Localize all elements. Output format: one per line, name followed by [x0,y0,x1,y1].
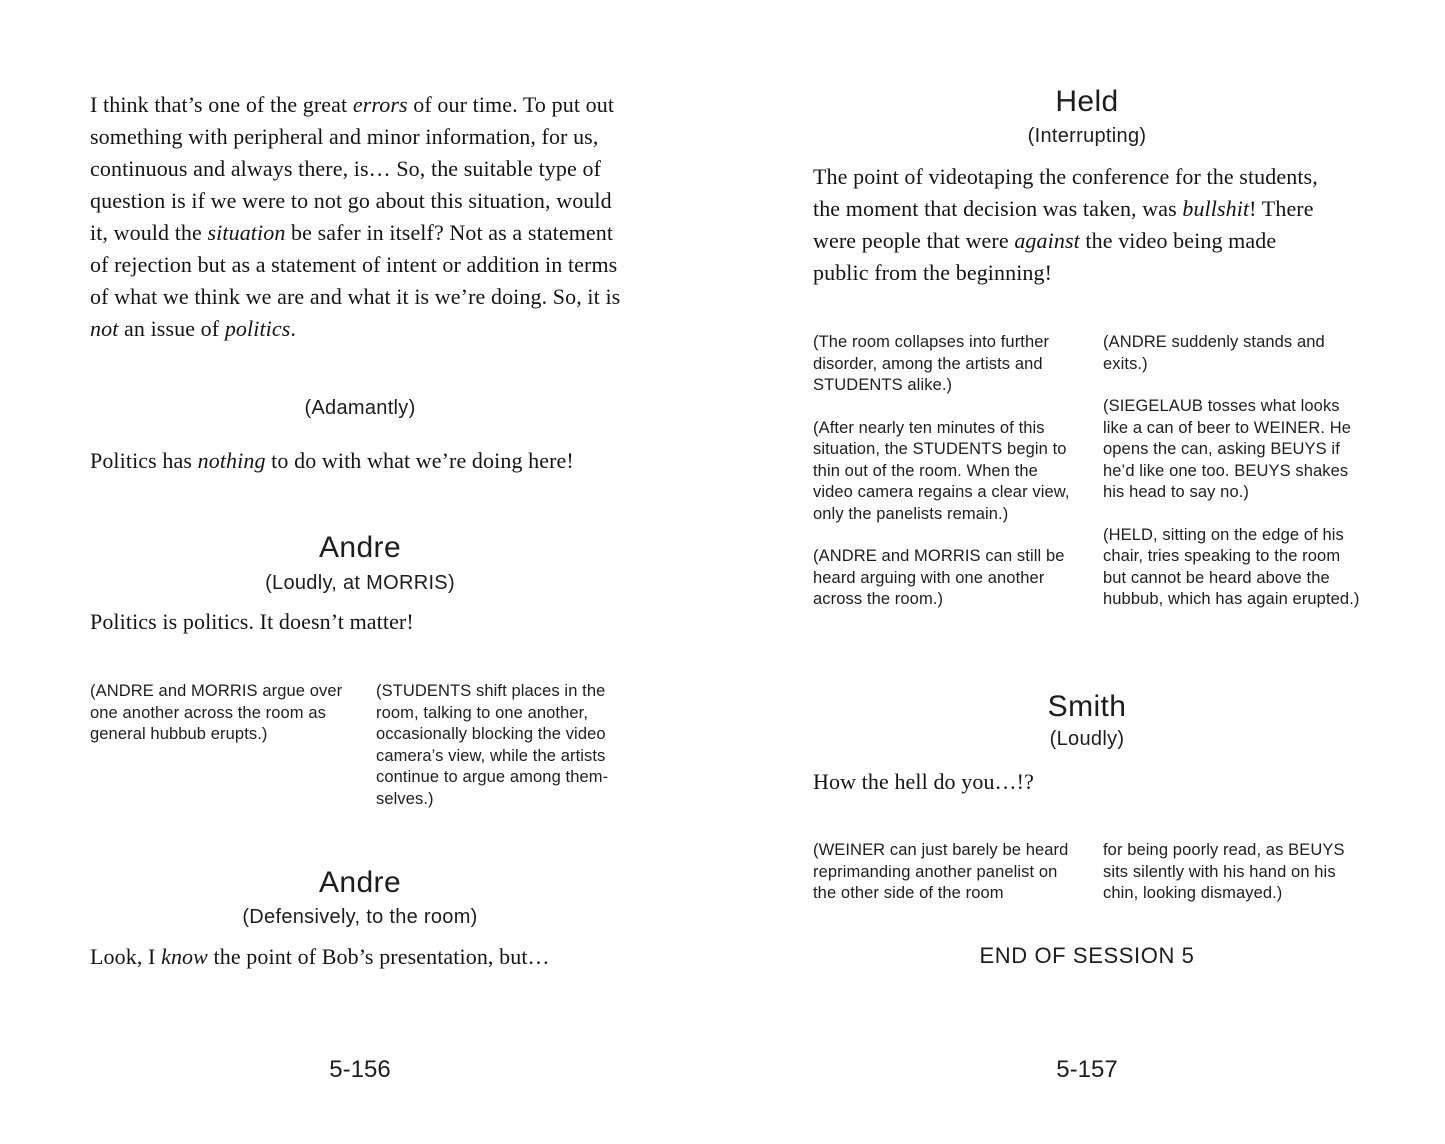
stage-note-column [90,681,344,810]
stage-note-columns [90,681,630,810]
stage-note: (The room collapses into further disorder, among the artists and STUDENTS alike.) [813,333,1050,394]
dialogue-line: Politics is politics. It doesn’t matter! [90,609,414,634]
dialogue-line: Look, I know the point of Bob’s presentation, but… [90,944,550,969]
stage-note: (ANDRE suddenly stands and exits.) [1103,333,1325,373]
stage-note: (HELD, sitting on the edge of his chair, tries speaking to the room but cannot be heard above the hubbub, which has again erupted.) [1103,525,1360,608]
stage-note-column [813,332,1071,611]
dialogue-line: Politics has nothing to do with what we’re doing here! [90,448,574,473]
stage-note-columns [813,332,1361,611]
character-name: Held [1055,85,1119,118]
stage-note-column [1103,332,1361,611]
stage-note: (STUDENTS shift places in the room, talking to one another, occasionally blocking the video camera’s view, while the artists continue to argue among themselves.) [376,682,609,808]
stage-cue: (Defensively, to the room) [242,906,478,928]
stage-cue: (Interrupting) [1027,125,1147,147]
page-right [723,0,1445,1144]
stage-cue: (Adamantly) [304,397,416,419]
character-name: Andre [318,866,402,899]
page-number: 5-156 [329,1056,391,1083]
dialogue-line: How the hell do you…!? [813,769,1034,794]
dialogue-paragraph: The point of videotaping the conference for the students, the moment that decision was taken, was bullshit! There were people that were against the video being made public from the beginning! [813,164,1318,285]
stage-note: (ANDRE and MORRIS argue over one another across the room as general hubbub erupts.) [90,682,343,743]
stage-note: (After nearly ten minutes of this situation, the STUDENTS begin to thin out of the room. When the video camera regains a clear view, only the panelists remain.) [813,418,1070,523]
stage-note-column [1103,840,1361,905]
stage-note-columns [813,840,1361,905]
stage-cue: (Loudly, at MORRIS) [265,572,455,594]
stage-note: (WEINER can just barely be heard reprimanding another panelist on the other side of the room [813,841,1069,902]
page-number: 5-157 [1056,1056,1118,1083]
stage-note: for being poorly read, as BEUYS sits silently with his hand on his chin, looking dismayed.) [1103,841,1345,902]
character-name: Andre [318,531,402,564]
stage-note-column [376,681,630,810]
page-left [0,0,722,1144]
stage-note-column [813,840,1071,905]
dialogue-paragraph: I think that’s one of the great errors of our time. To put out something with peripheral and minor information, for us, continuous and always there, is… So, the suitable type of question is if we were to not go about this situation, would it, would the situation be safer in itself? Not as a statement of rejection but as a statement of intent or addition in terms of what we think we are and what it is we’re doing. So, it is not an issue of politics. [90,92,621,341]
stage-note: (ANDRE and MORRIS can still be heard arguing with one another across the room.) [813,547,1065,608]
stage-note: (SIEGELAUB tosses what looks like a can of beer to WEINER. He opens the can, asking BEUYS if he’d like one too. BEUYS shakes his head to say no.) [1103,397,1352,501]
character-name: Smith [1047,690,1127,723]
stage-cue: (Loudly) [1049,728,1125,750]
end-of-session-label: END OF SESSION 5 [979,943,1195,968]
